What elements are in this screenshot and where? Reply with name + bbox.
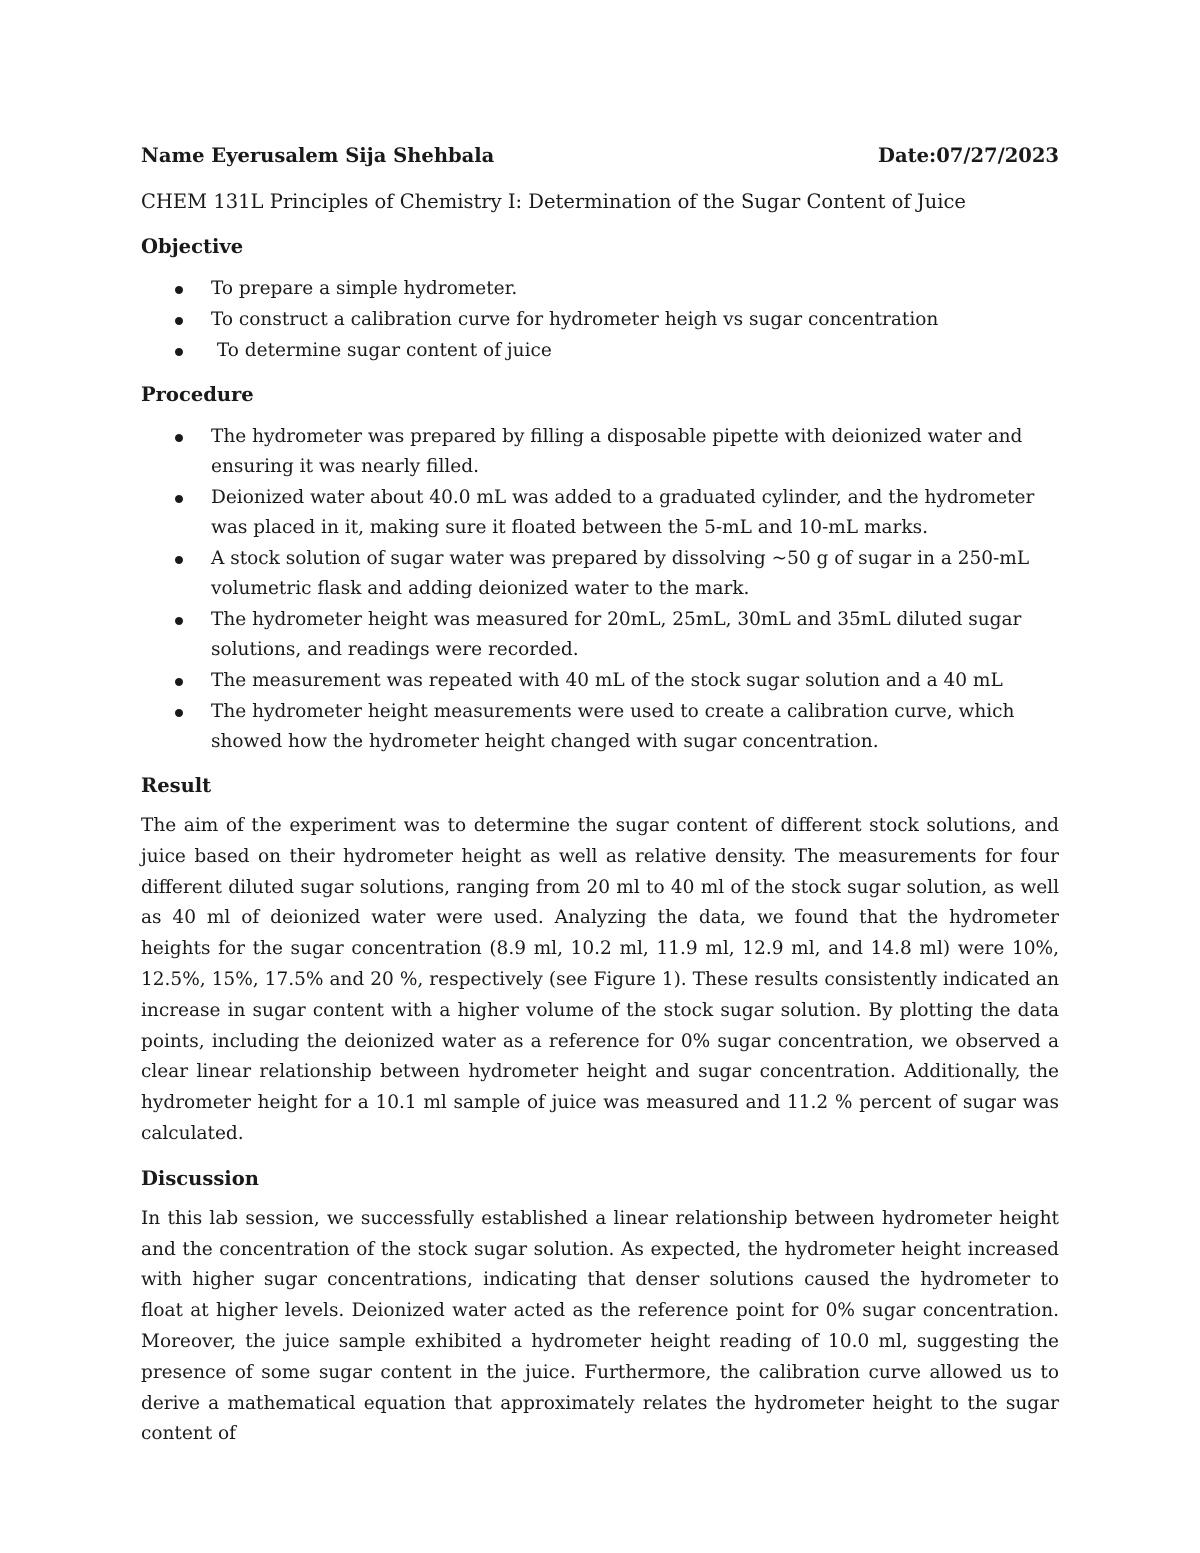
- bullet-icon: [175, 617, 183, 625]
- list-item: To determine sugar content of juice: [141, 336, 1059, 366]
- bullet-icon: [175, 434, 183, 442]
- objective-list: [141, 274, 1059, 366]
- bullet-icon: [175, 317, 183, 325]
- list-item: The measurement was repeated with 40 mL of the stock sugar solution and a 40 mL: [141, 666, 1059, 696]
- bullet-icon: [175, 556, 183, 564]
- bullet-icon: [175, 678, 183, 686]
- result-heading: Result: [141, 774, 212, 797]
- list-item: A stock solution of sugar water was prepared by dissolving ~50 g of sugar in a 250-mL volumetric flask and adding deionized water to the mark.: [141, 544, 1059, 604]
- document-page: [141, 140, 1059, 1450]
- list-item: The hydrometer was prepared by filling a disposable pipette with deionized water and ensuring it was nearly filled.: [141, 422, 1059, 482]
- bullet-icon: [175, 495, 183, 503]
- procedure-list: [141, 422, 1059, 757]
- student-name: Name Eyerusalem Sija Shehbala: [141, 144, 495, 167]
- course-title: CHEM 131L Principles of Chemistry I: Determination of the Sugar Content of Juice: [141, 190, 966, 213]
- list-item: The hydrometer height was measured for 20mL, 25mL, 30mL and 35mL diluted sugar solutions, and readings were recorded.: [141, 605, 1059, 665]
- list-item: Deionized water about 40.0 mL was added to a graduated cylinder, and the hydrometer was placed in it, making sure it floated between the 5-mL and 10-mL marks.: [141, 483, 1059, 543]
- result-paragraph: The aim of the experiment was to determine the sugar content of different stock solutions, and juice based on their hydrometer height as well as relative density. The measurements for four different diluted sugar solutions, ranging from 20 ml to 40 ml of the stock sugar solution, as well as 40 ml of deionized water were used. Analyzing the data, we found that the hydrometer heights for the sugar concentration (8.9 ml, 10.2 ml, 11.9 ml, 12.9 ml, and 14.8 ml) were 10%, 12.5%, 15%, 17.5% and 20 %, respectively (see Figure 1). These results consistently indicated an increase in sugar content with a higher volume of the stock sugar solution. By plotting the data points, including the deionized water as a reference for 0% sugar concentration, we observed a clear linear relationship between hydrometer height and sugar concentration. Additionally, the hydrometer height for a 10.1 ml sample of juice was measured and 11.2 % percent of sugar was calculated.: [141, 815, 1059, 1144]
- bullet-icon: [175, 709, 183, 717]
- header-row: [141, 140, 1059, 172]
- procedure-heading: Procedure: [141, 383, 254, 406]
- bullet-icon: [175, 286, 183, 294]
- bullet-icon: [175, 348, 183, 356]
- report-date: Date:07/27/2023: [878, 144, 1059, 167]
- objective-heading: Objective: [141, 235, 244, 258]
- discussion-paragraph: In this lab session, we successfully established a linear relationship between hydrometer height and the concentration of the stock sugar solution. As expected, the hydrometer height increased with higher sugar concentrations, indicating that denser solutions caused the hydrometer to float at higher levels. Deionized water acted as the reference point for 0% sugar concentration. Moreover, the juice sample exhibited a hydrometer height reading of 10.0 ml, suggesting the presence of some sugar content in the juice. Furthermore, the calibration curve allowed us to derive a mathematical equation that approximately relates the hydrometer height to the sugar content of: [141, 1207, 1059, 1445]
- list-item: To prepare a simple hydrometer.: [141, 274, 1059, 304]
- list-item: To construct a calibration curve for hydrometer heigh vs sugar concentration: [141, 305, 1059, 335]
- list-item: The hydrometer height measurements were used to create a calibration curve, which showed how the hydrometer height changed with sugar concentration.: [141, 697, 1059, 757]
- discussion-heading: Discussion: [141, 1166, 259, 1190]
